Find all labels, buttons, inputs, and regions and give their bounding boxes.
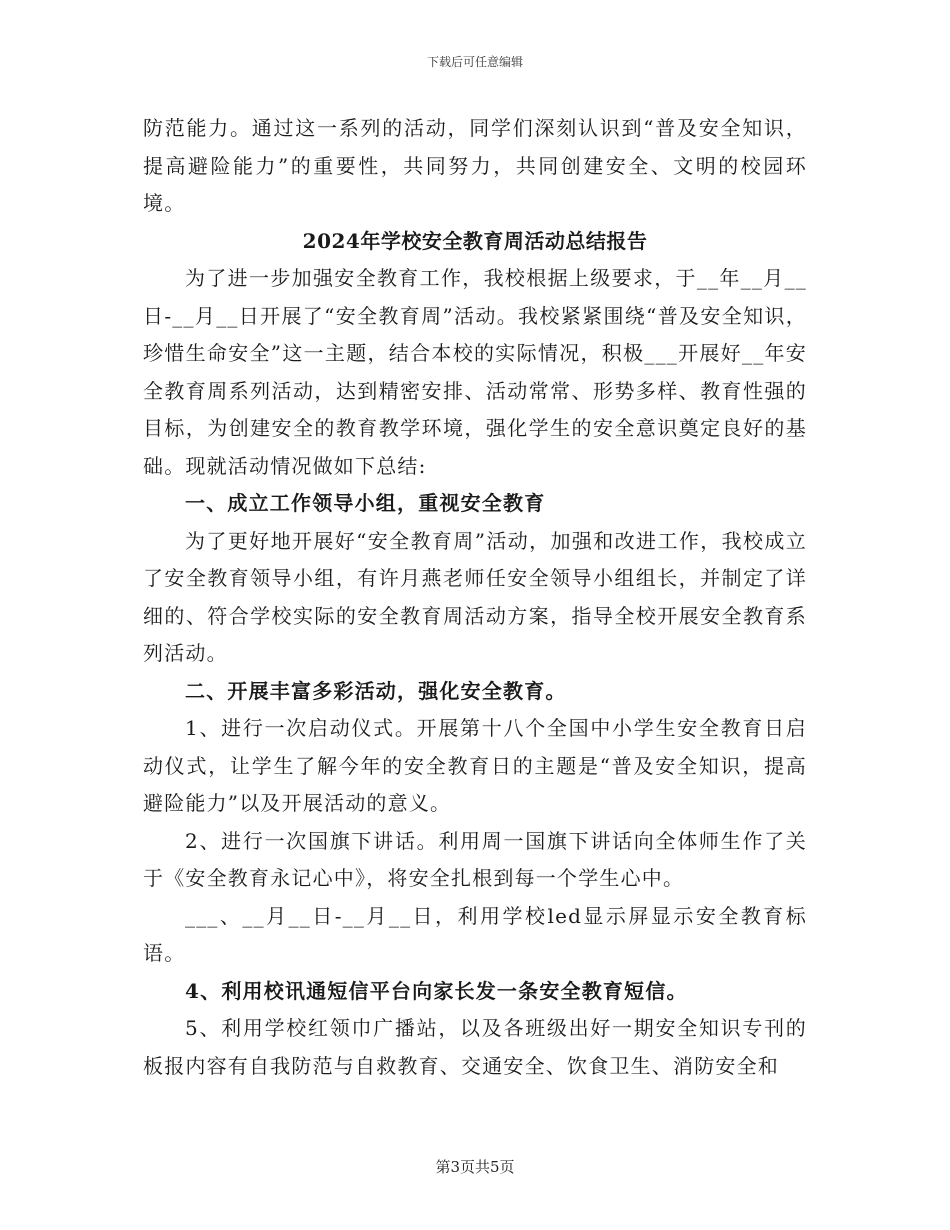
document-body: [143, 110, 807, 1085]
page-number: 第3页共5页: [435, 1158, 515, 1176]
list-item-5: 5、利用学校红领巾广播站，以及各班级出好一期安全知识专刊的板报内容有自我防范与自救教育、交通安全、饮食卫生、消防安全和: [143, 1016, 807, 1078]
section-heading-2: 二、开展丰富多彩活动，强化安全教育。: [185, 678, 567, 703]
section-heading-1: 一、成立工作领导小组，重视安全教育: [185, 491, 546, 515]
list-item-4: 4、利用校讯通短信平台向家长发一条安全教育短信。: [185, 978, 688, 1003]
page-header-note: 下载后可任意编辑: [426, 55, 523, 69]
paragraph-intro: 为了进一步加强安全教育工作，我校根据上级要求，于__年__月__日-__月__日开展了“安全教育周”活动。我校紧紧围绕“普及安全知识，珍惜生命安全”这一主题，结合本校的实际情况，积极___开展好__年安全教育周系列活动，达到精密安排、活动常常、形势多样、教育性强的目标，为创建安全的教育教学环境，强化学生的安全意识奠定良好的基础。现就活动情况做如下总结:: [143, 266, 807, 478]
list-item-1: 1、进行一次启动仪式。开展第十八个全国中小学生安全教育日启动仪式，让学生了解今年的安全教育日的主题是“普及安全知识，提高避险能力”以及开展活动的意义。: [143, 716, 807, 815]
list-item-2: 2、进行一次国旗下讲话。利用周一国旗下讲话向全体师生作了关于《安全教育永记心中》，将安全扎根到每一个学生心中。: [143, 828, 807, 890]
paragraph-section-1: 为了更好地开展好“安全教育周”活动，加强和改进工作，我校成立了安全教育领导小组，有许月燕老师任安全领导小组组长，并制定了详细的、符合学校实际的安全教育周活动方案，指导全校开展安全教育系列活动。: [143, 528, 807, 665]
paragraph-continuation: 防范能力。通过这一系列的活动，同学们深刻认识到“普及安全知识，提高避险能力”的重要性，共同努力，共同创建安全、文明的校园环境。: [143, 116, 807, 215]
document-title: 2024年学校安全教育周活动总结报告: [302, 228, 648, 253]
list-item-3: ___、__月__日-__月__日，利用学校led显示屏显示安全教育标语。: [143, 903, 807, 965]
